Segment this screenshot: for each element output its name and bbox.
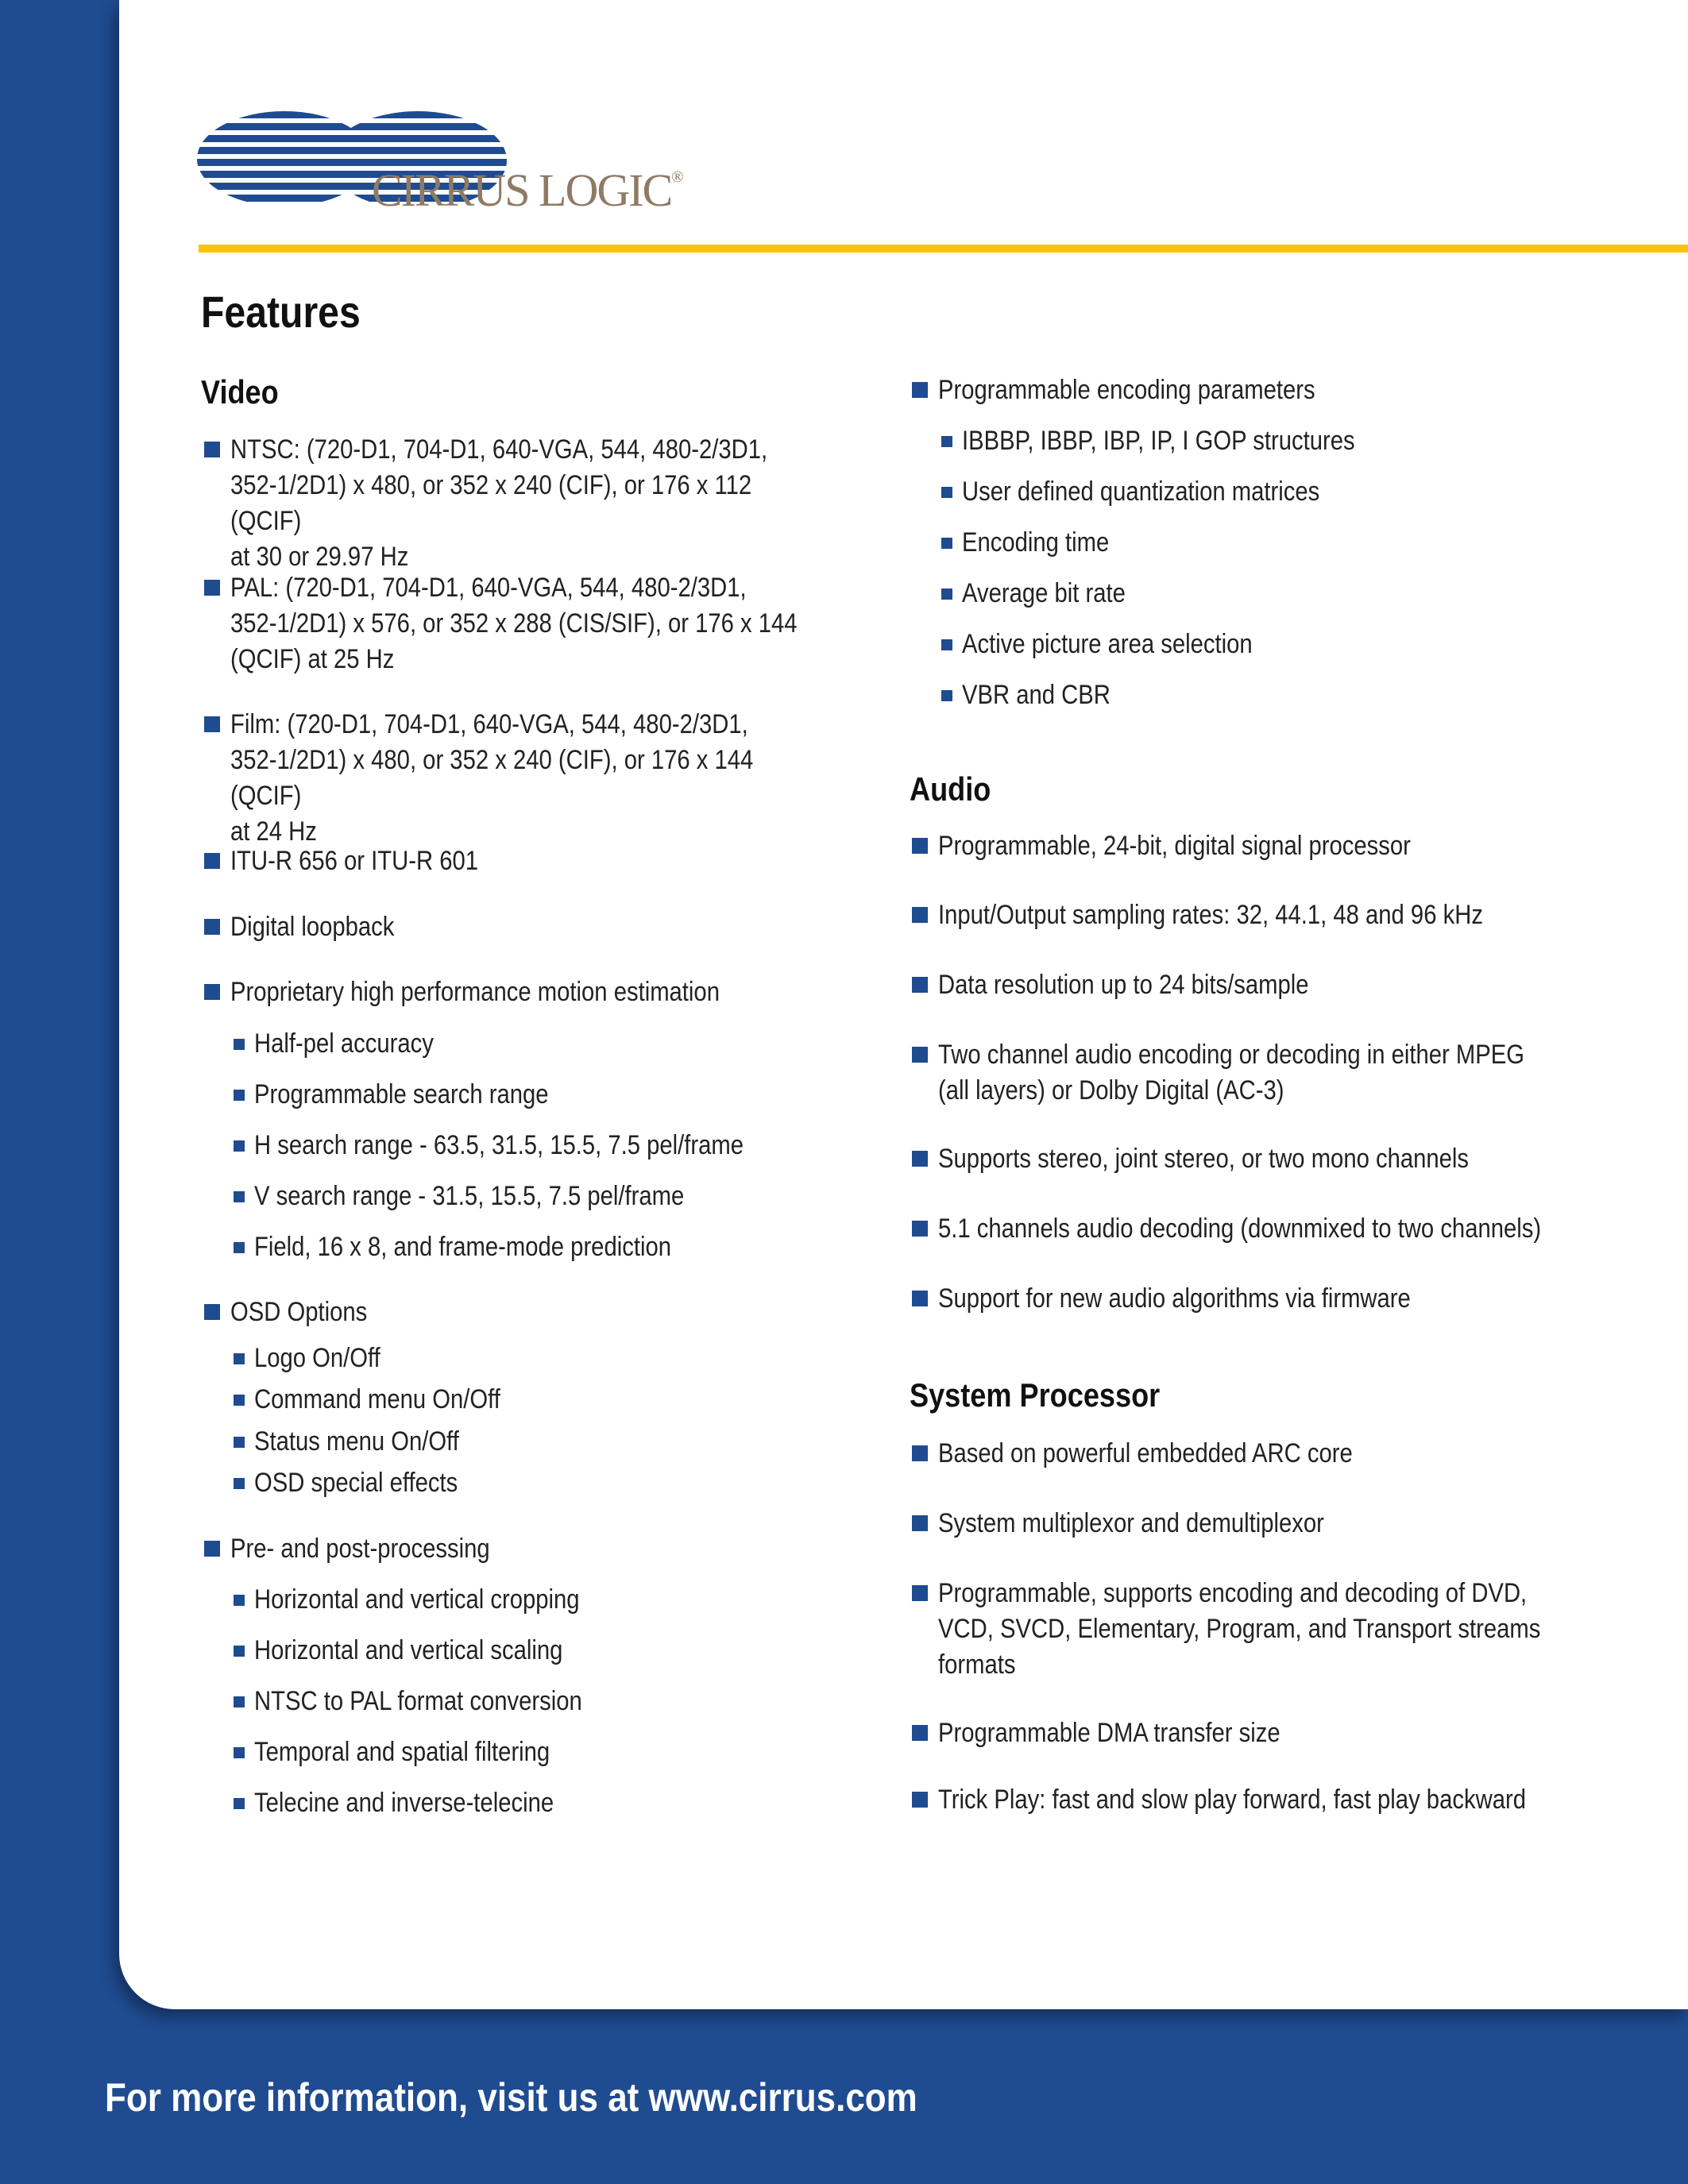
list-item: 5.1 channels audio decoding (downmixed to two channels) xyxy=(938,1211,1653,1247)
list-item: ITU-R 656 or ITU-R 601 xyxy=(230,843,914,879)
sub-list-item: Horizontal and vertical scaling xyxy=(254,1633,890,1669)
sub-list-item: NTSC to PAL format conversion xyxy=(254,1684,890,1719)
sub-list-item: Status menu On/Off xyxy=(254,1424,890,1460)
sub-list-item: User defined quantization matrices xyxy=(962,474,1645,510)
list-item: Two channel audio encoding or decoding in either MPEG (all layers) or Dolby Digital (AC-3) xyxy=(938,1037,1653,1109)
page-title: Features xyxy=(201,287,361,337)
sub-list-item: Average bit rate xyxy=(962,576,1645,612)
sub-list-item: Temporal and spatial filtering xyxy=(254,1734,890,1770)
sub-list-item: H search range - 63.5, 31.5, 15.5, 7.5 pel/frame xyxy=(254,1128,890,1163)
section-heading-video: Video xyxy=(201,373,279,411)
list-item: Support for new audio algorithms via firmware xyxy=(938,1281,1653,1317)
list-item: Supports stereo, joint stereo, or two mono channels xyxy=(938,1141,1653,1177)
list-item: OSD Options xyxy=(230,1295,914,1330)
list-item: Programmable, 24-bit, digital signal processor xyxy=(938,828,1653,864)
list-item: PAL: (720-D1, 704-D1, 640-VGA, 544, 480-2/3D1, 352-1/2D1) x 576, or 352 x 288 (CIS/SIF), or 176 x 144 (QCIF) at 25 Hz xyxy=(230,570,914,677)
sub-list-item: Programmable search range xyxy=(254,1077,890,1113)
sub-list-item: Active picture area selection xyxy=(962,627,1645,662)
sub-list-item: Command menu On/Off xyxy=(254,1382,890,1418)
header-rule xyxy=(199,245,1688,253)
sub-list-item: V search range - 31.5, 15.5, 7.5 pel/frame xyxy=(254,1179,890,1214)
sub-list-item: Field, 16 x 8, and frame-mode prediction xyxy=(254,1229,890,1265)
sub-list-item: Telecine and inverse-telecine xyxy=(254,1785,890,1821)
list-item: Trick Play: fast and slow play forward, fast play backward xyxy=(938,1782,1653,1818)
sub-list-item: OSD special effects xyxy=(254,1465,890,1501)
sub-list-item: Horizontal and vertical cropping xyxy=(254,1582,890,1618)
list-item: Programmable encoding parameters xyxy=(938,372,1653,408)
list-item: Data resolution up to 24 bits/sample xyxy=(938,967,1653,1003)
list-item: Digital loopback xyxy=(230,909,914,945)
list-item: Input/Output sampling rates: 32, 44.1, 48 and 96 kHz xyxy=(938,897,1653,933)
list-item: Film: (720-D1, 704-D1, 640-VGA, 544, 480-2/3D1, 352-1/2D1) x 480, or 352 x 240 (CIF), or 176 x 144 (QCIF) at 24 Hz xyxy=(230,707,914,850)
list-item: Based on powerful embedded ARC core xyxy=(938,1436,1653,1472)
list-item: Programmable, supports encoding and decoding of DVD, VCD, SVCD, Elementary, Program, and Transport streams formats xyxy=(938,1576,1653,1683)
list-item: NTSC: (720-D1, 704-D1, 640-VGA, 544, 480-2/3D1, 352-1/2D1) x 480, or 352 x 240 (CIF), or 176 x 112 (QCIF) at 30 or 29.97 Hz xyxy=(230,432,914,575)
section-heading-system-processor: System Processor xyxy=(910,1376,1161,1414)
list-item: Proprietary high performance motion estimation xyxy=(230,974,914,1010)
sub-list-item: Half-pel accuracy xyxy=(254,1026,890,1062)
list-item: System multiplexor and demultiplexor xyxy=(938,1506,1653,1542)
sub-list-item: Logo On/Off xyxy=(254,1341,890,1376)
list-item: Programmable DMA transfer size xyxy=(938,1715,1653,1751)
sub-list-item: Encoding time xyxy=(962,525,1645,561)
sub-list-item: IBBBP, IBBP, IBP, IP, I GOP structures xyxy=(962,423,1645,459)
list-item: Pre- and post-processing xyxy=(230,1531,914,1567)
brand-wordmark: CIRRUS LOGIC® xyxy=(372,164,682,216)
section-heading-audio: Audio xyxy=(910,770,991,808)
footer-contact-text: For more information, visit us at www.cirrus.com xyxy=(105,2075,917,2120)
sub-list-item: VBR and CBR xyxy=(962,677,1645,713)
